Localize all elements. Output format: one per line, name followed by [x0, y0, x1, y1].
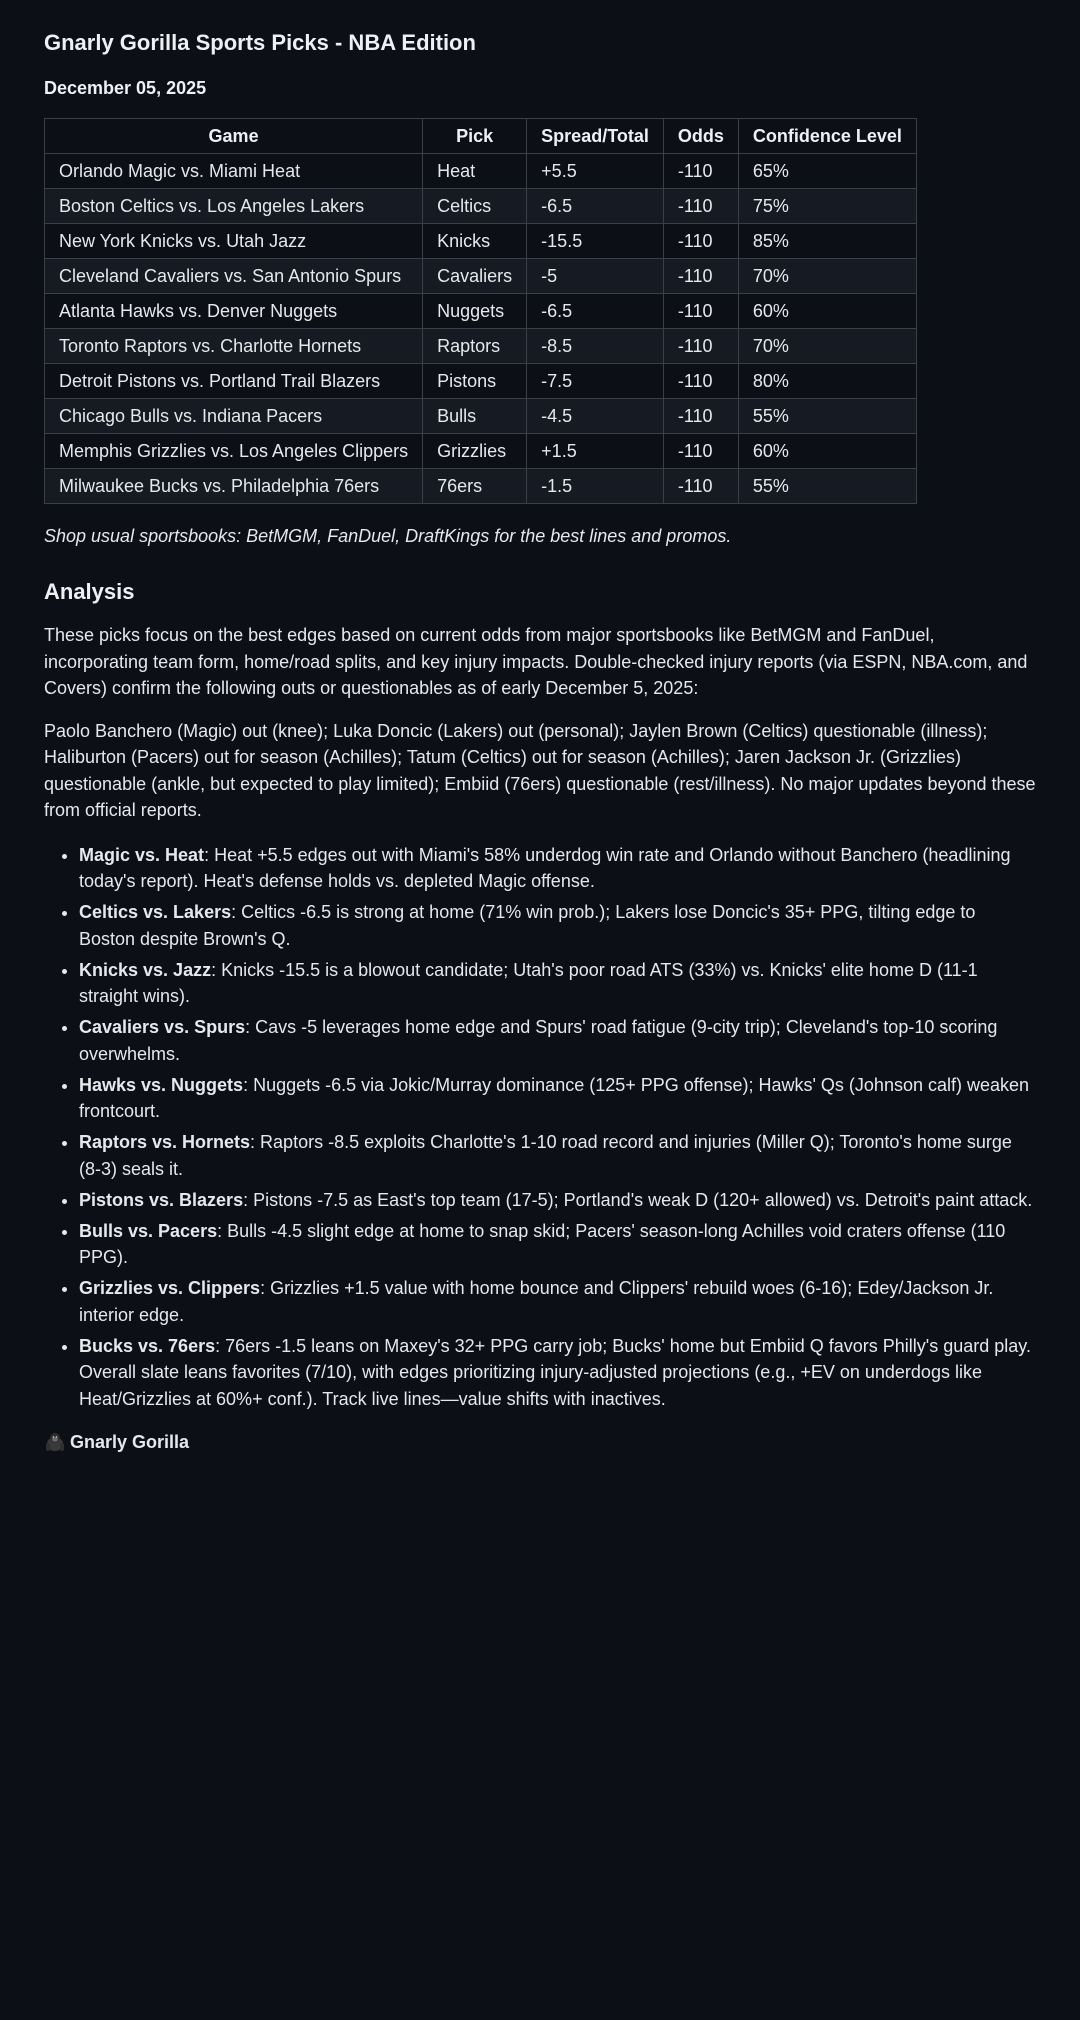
- cell-game: Boston Celtics vs. Los Angeles Lakers: [45, 189, 423, 224]
- list-item: [79, 1014, 1036, 1067]
- cell-game: Toronto Raptors vs. Charlotte Hornets: [45, 329, 423, 364]
- matchup-label: Knicks vs. Jazz: [79, 959, 212, 980]
- list-item: [79, 957, 1036, 1010]
- matchup-text: : Knicks -15.5 is a blowout candidate; Utah's poor road ATS (33%) vs. Knicks' elite home D (11-1 straight wins).: [79, 959, 978, 1006]
- cell-game: Milwaukee Bucks vs. Philadelphia 76ers: [45, 469, 423, 504]
- table-row: [45, 329, 917, 364]
- list-item: [79, 1333, 1036, 1413]
- cell-spread: -4.5: [527, 399, 664, 434]
- cell-odds: -110: [663, 154, 738, 189]
- cell-game: Cleveland Cavaliers vs. San Antonio Spurs: [45, 259, 423, 294]
- cell-confidence: 80%: [738, 364, 916, 399]
- table-row: [45, 469, 917, 504]
- table-row: [45, 189, 917, 224]
- table-row: [45, 434, 917, 469]
- matchup-label: Bulls vs. Pacers: [79, 1220, 218, 1241]
- cell-game: Memphis Grizzlies vs. Los Angeles Clippers: [45, 434, 423, 469]
- cell-confidence: 65%: [738, 154, 916, 189]
- cell-spread: -1.5: [527, 469, 664, 504]
- cell-odds: -110: [663, 364, 738, 399]
- cell-spread: +1.5: [527, 434, 664, 469]
- matchup-text: : Celtics -6.5 is strong at home (71% win prob.); Lakers lose Doncic's 35+ PPG, tilting edge to Boston despite Brown's Q.: [79, 902, 976, 949]
- cell-confidence: 60%: [738, 434, 916, 469]
- cell-spread: -6.5: [527, 294, 664, 329]
- col-header-pick: Pick: [423, 119, 527, 154]
- table-header-row: [45, 119, 917, 154]
- cell-game: Chicago Bulls vs. Indiana Pacers: [45, 399, 423, 434]
- list-item: [79, 1129, 1036, 1182]
- cell-pick: Raptors: [423, 329, 527, 364]
- signature-name: Gnarly Gorilla: [70, 1432, 190, 1452]
- matchup-label: Hawks vs. Nuggets: [79, 1074, 244, 1095]
- picks-table-body: [45, 154, 917, 504]
- cell-pick: Heat: [423, 154, 527, 189]
- cell-odds: -110: [663, 259, 738, 294]
- matchup-breakdown-list: [44, 842, 1036, 1413]
- cell-odds: -110: [663, 224, 738, 259]
- cell-odds: -110: [663, 189, 738, 224]
- page-title: Gnarly Gorilla Sports Picks - NBA Edition: [44, 30, 476, 55]
- signature: [44, 1430, 1036, 1454]
- cell-confidence: 55%: [738, 469, 916, 504]
- col-header-spread: Spread/Total: [527, 119, 664, 154]
- cell-pick: Bulls: [423, 399, 527, 434]
- matchup-text: : Grizzlies +1.5 value with home bounce and Clippers' rebuild woes (6-16); Edey/Jackson Jr. interior edge.: [79, 1278, 994, 1325]
- picks-table: [44, 118, 917, 504]
- cell-confidence: 70%: [738, 329, 916, 364]
- cell-game: Atlanta Hawks vs. Denver Nuggets: [45, 294, 423, 329]
- matchup-text: : Raptors -8.5 exploits Charlotte's 1-10 road record and injuries (Miller Q); Toronto's home surge (8-3) seals it.: [79, 1132, 1012, 1179]
- cell-game: Orlando Magic vs. Miami Heat: [45, 154, 423, 189]
- matchup-text: : Heat +5.5 edges out with Miami's 58% underdog win rate and Orlando without Banchero (headlining today's report). Heat's defense holds vs. depleted Magic offense.: [79, 844, 1011, 891]
- cell-confidence: 75%: [738, 189, 916, 224]
- list-item: [79, 899, 1036, 952]
- col-header-odds: Odds: [663, 119, 738, 154]
- col-header-confidence: Confidence Level: [738, 119, 916, 154]
- cell-game: New York Knicks vs. Utah Jazz: [45, 224, 423, 259]
- cell-pick: Celtics: [423, 189, 527, 224]
- list-item: [79, 1072, 1036, 1125]
- matchup-label: Cavaliers vs. Spurs: [79, 1017, 246, 1037]
- cell-confidence: 85%: [738, 224, 916, 259]
- matchup-text: : Cavs -5 leverages home edge and Spurs' road fatigue (9-city trip); Cleveland's top-10 scoring overwhelms.: [79, 1017, 998, 1064]
- cell-pick: Pistons: [423, 364, 527, 399]
- cell-spread: -7.5: [527, 364, 664, 399]
- analysis-intro: These picks focus on the best edges based on current odds from major sportsbooks like BetMGM and FanDuel, incorporating team form, home/road splits, and key injury impacts. Double-checked injury reports (via ESPN, NBA.com, and Covers) confirm the following outs or questionables as of early December 5, 2025:: [44, 625, 1028, 698]
- matchup-text: : Bulls -4.5 slight edge at home to snap skid; Pacers' season-long Achilles void craters offense (110 PPG).: [79, 1220, 1006, 1267]
- cell-confidence: 55%: [738, 399, 916, 434]
- injury-report: Paolo Banchero (Magic) out (knee); Luka Doncic (Lakers) out (personal); Jaylen Brown (Celtics) questionable (illness); Haliburton (Pacers) out for season (Achilles); Tatum (Celtics) out for season (Achilles); Jaren Jackson Jr. (Grizzlies) questionable (ankle, but expected to play limited); Embiid (76ers) questionable (rest/illness). No major updates beyond these from official reports.: [44, 720, 1036, 820]
- matchup-label: Magic vs. Heat: [79, 844, 205, 865]
- list-item: [79, 1275, 1036, 1328]
- list-item: [79, 1218, 1036, 1271]
- cell-pick: Grizzlies: [423, 434, 527, 469]
- cell-spread: +5.5: [527, 154, 664, 189]
- cell-pick: Cavaliers: [423, 259, 527, 294]
- table-row: [45, 364, 917, 399]
- post-date: December 05, 2025: [44, 78, 207, 98]
- matchup-text: : Nuggets -6.5 via Jokic/Murray dominance (125+ PPG offense); Hawks' Qs (Johnson calf) weaken frontcourt.: [79, 1074, 1030, 1121]
- cell-confidence: 60%: [738, 294, 916, 329]
- cell-odds: -110: [663, 329, 738, 364]
- matchup-text: : 76ers -1.5 leans on Maxey's 32+ PPG carry job; Bucks' home but Embiid Q favors Philly's guard play. Overall slate leans favorites (7/10), with edges prioritizing injury-adjusted projections (e.g., +EV on underdogs like Heat/Grizzlies at 60%+ conf.). Track live lines—value shifts with inactives.: [79, 1335, 1031, 1409]
- gorilla-icon: [44, 1431, 66, 1453]
- table-row: [45, 294, 917, 329]
- cell-odds: -110: [663, 294, 738, 329]
- table-row: [45, 224, 917, 259]
- table-row: [45, 259, 917, 294]
- matchup-label: Celtics vs. Lakers: [79, 902, 232, 922]
- cell-confidence: 70%: [738, 259, 916, 294]
- list-item: [79, 1187, 1036, 1214]
- cell-spread: -8.5: [527, 329, 664, 364]
- cell-odds: -110: [663, 469, 738, 504]
- cell-pick: Nuggets: [423, 294, 527, 329]
- cell-game: Detroit Pistons vs. Portland Trail Blazers: [45, 364, 423, 399]
- matchup-label: Raptors vs. Hornets: [79, 1132, 251, 1152]
- matchup-text: : Pistons -7.5 as East's top team (17-5); Portland's weak D (120+ allowed) vs. Detroit's paint attack.: [243, 1189, 1033, 1210]
- list-item: [79, 842, 1036, 895]
- cell-pick: Knicks: [423, 224, 527, 259]
- cell-spread: -15.5: [527, 224, 664, 259]
- table-row: [45, 154, 917, 189]
- cell-pick: 76ers: [423, 469, 527, 504]
- matchup-label: Pistons vs. Blazers: [79, 1189, 244, 1210]
- table-row: [45, 399, 917, 434]
- matchup-label: Bucks vs. 76ers: [79, 1335, 216, 1356]
- sportsbook-note: Shop usual sportsbooks: BetMGM, FanDuel, DraftKings for the best lines and promos.: [44, 526, 732, 546]
- col-header-game: Game: [45, 119, 423, 154]
- cell-spread: -5: [527, 259, 664, 294]
- cell-spread: -6.5: [527, 189, 664, 224]
- cell-odds: -110: [663, 399, 738, 434]
- cell-odds: -110: [663, 434, 738, 469]
- analysis-heading: Analysis: [44, 579, 135, 604]
- matchup-label: Grizzlies vs. Clippers: [79, 1278, 261, 1298]
